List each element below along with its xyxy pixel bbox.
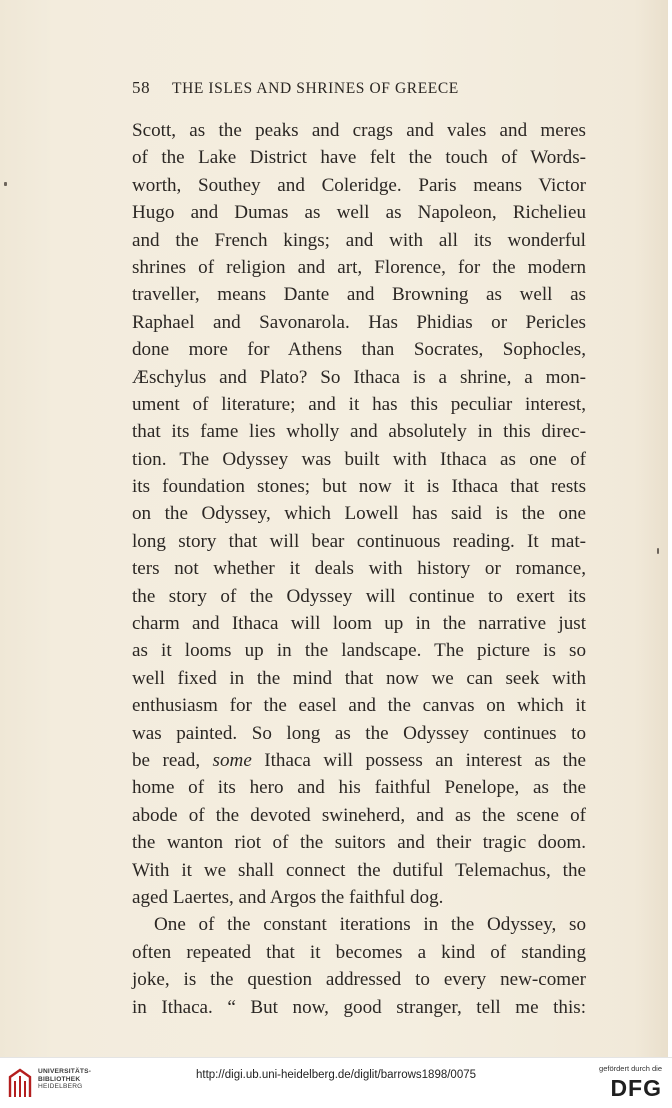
text-line: the wanton riot of the suitors and their tragic doom. <box>132 832 586 854</box>
text-fragment: be read, <box>132 749 213 771</box>
viewer-footer <box>0 1057 672 1108</box>
page-speck <box>657 548 659 554</box>
permalink[interactable]: http://digi.ub.uni-heidelberg.de/diglit/barrows1898/0075 <box>195 1069 477 1081</box>
text-line: Scott, as the peaks and crags and vales and meres <box>132 120 586 141</box>
library-name-line: BIBLIOTHEK <box>38 1075 81 1083</box>
running-header <box>132 78 522 98</box>
text-line: abode of the devoted swineherd, and as the scene of <box>132 804 586 826</box>
text-line: was painted. So long as the Odyssey continues to <box>132 722 586 744</box>
text-line: shrines of religion and art, Florence, for the modern <box>132 256 586 278</box>
text-line: ument of literature; and it has this peculiar interest, <box>132 393 586 415</box>
text-line: long story that will bear continuous reading. It mat- <box>132 530 586 552</box>
text-line: well fixed in the mind that now we can seek with <box>132 667 586 689</box>
text-line: worth, Southey and Coleridge. Paris means Victor <box>132 174 586 196</box>
text-fragment: Ithaca will possess an interest as the <box>251 749 586 771</box>
text-line <box>132 747 586 774</box>
page-speck <box>4 182 7 186</box>
text-line: Hugo and Dumas as well as Napoleon, Richelieu <box>132 202 586 224</box>
text-line: of the Lake District have felt the touch of Words- <box>132 147 586 169</box>
text-line: its foundation stones; but now it is Ithaca that rests <box>132 476 586 498</box>
sponsor-note: gefördert durch die <box>599 1064 662 1073</box>
text-line: done more for Athens than Socrates, Sophocles, <box>132 339 586 361</box>
text-line: often repeated that it becomes a kind of standing <box>132 941 586 963</box>
text-line: charm and Ithaca will loom up in the narrative just <box>132 613 586 635</box>
text-line: that its fame lies wholly and absolutely in this direc- <box>132 421 586 443</box>
text-line: tion. The Odyssey was built with Ithaca as one of <box>132 448 586 470</box>
page-number: 58 <box>132 78 151 97</box>
text-line: enthusiasm for the easel and the canvas on which it <box>132 695 586 717</box>
text-line: and the French kings; and with all its wonderful <box>132 229 586 251</box>
italic-word: some <box>212 749 252 771</box>
text-line: on the Odyssey, which Lowell has said is the one <box>132 503 586 525</box>
text-line: ters not whether it deals with history or romance, <box>132 558 586 580</box>
text-line: in Ithaca. “ But now, good stranger, tell me this: <box>132 996 586 1018</box>
running-head-title: THE ISLES AND SHRINES OF GREECE <box>172 80 459 97</box>
text-line: home of its hero and his faithful Penelope, as the <box>132 777 586 799</box>
text-line: joke, is the question addressed to every new-comer <box>132 969 586 991</box>
text-line: the story of the Odyssey will continue to exert its <box>132 585 586 607</box>
dfg-logo[interactable]: DFG <box>610 1075 662 1101</box>
text-line: aged Laertes, and Argos the faithful dog. <box>132 886 444 908</box>
text-line: One of the constant iterations in the Odyssey, so <box>154 914 586 936</box>
text-line: Raphael and Savonarola. Has Phidias or Pericles <box>132 311 586 333</box>
text-line: traveller, means Dante and Browning as well as <box>132 284 586 306</box>
library-name-line: UNIVERSITÄTS- <box>38 1068 92 1075</box>
text-line: With it we shall connect the dutiful Telemachus, the <box>132 859 586 881</box>
text-line: Æschylus and Plato? So Ithaca is a shrine, a mon- <box>132 366 586 388</box>
library-name-line: HEIDELBERG <box>38 1083 83 1091</box>
body-text <box>132 117 586 1021</box>
text-line: as it looms up in the landscape. The picture is so <box>132 640 586 662</box>
